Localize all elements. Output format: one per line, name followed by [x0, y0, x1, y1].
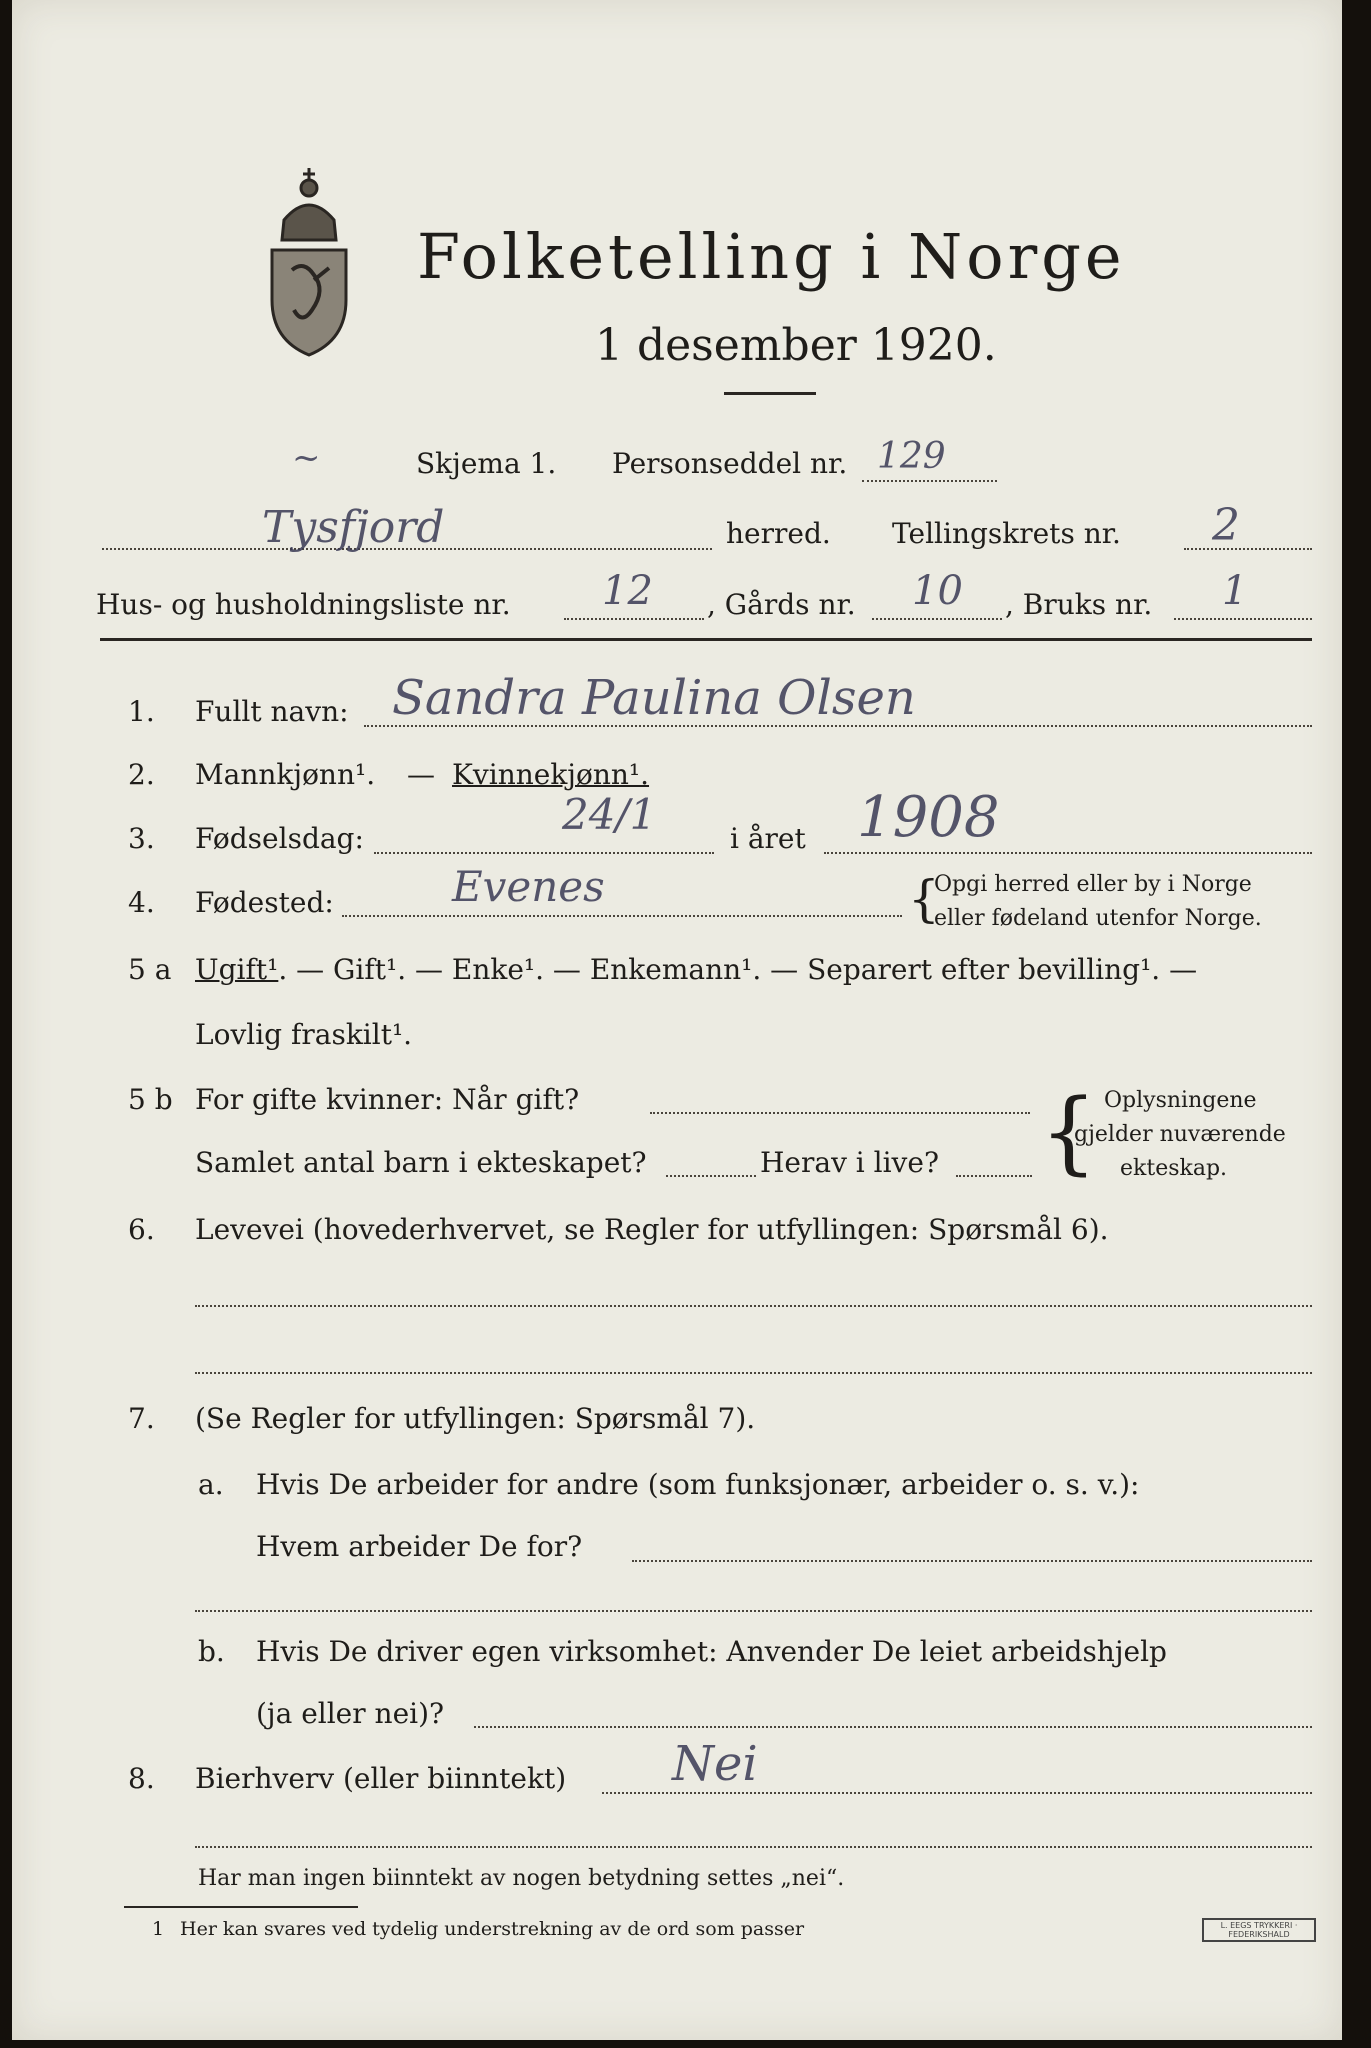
side-income-label: Bierhverv (eller biinntekt) — [195, 1762, 567, 1795]
personseddel-label: Personseddel nr. — [612, 447, 848, 480]
q7a-number: a. — [198, 1468, 224, 1501]
form-title: Folketelling i Norge — [417, 220, 1126, 293]
employer-label: Hvem arbeider De for? — [256, 1530, 583, 1563]
q3-number: 3. — [128, 822, 155, 855]
year-label: i året — [730, 822, 806, 855]
q7b-number: b. — [198, 1635, 225, 1668]
footnote-text: Her kan svares ved tydelig understrekning av de ord som passer — [180, 1918, 805, 1940]
header-rule — [100, 638, 1312, 641]
marriage-note-3: ekteskap. — [1120, 1156, 1228, 1181]
birthplace-value[interactable]: Evenes — [452, 862, 605, 911]
q7-number: 7. — [128, 1402, 155, 1435]
ugift-option-selected[interactable]: Ugift¹ — [195, 953, 279, 986]
occupation-line-2[interactable] — [195, 1372, 1312, 1374]
marriage-note-2: gjelder nuværende — [1074, 1122, 1286, 1147]
employer-line-1[interactable] — [632, 1560, 1312, 1562]
side-income-line-2[interactable] — [195, 1846, 1312, 1848]
q7-label: (Se Regler for utfyllingen: Spørsmål 7). — [195, 1402, 756, 1435]
skjema-label: Skjema 1. — [416, 447, 557, 480]
marital-status-options — [195, 953, 1197, 986]
lovlig-fraskilt-option[interactable]: Lovlig fraskilt¹. — [195, 1018, 413, 1051]
occupation-line-1[interactable] — [195, 1305, 1312, 1307]
male-option[interactable]: Mannkjønn¹. — [195, 758, 376, 791]
birthdate-value[interactable]: 24/1 — [562, 790, 657, 839]
herred-label: herred. — [726, 517, 831, 550]
gards-value[interactable]: 10 — [912, 568, 963, 614]
q6-number: 6. — [128, 1213, 155, 1246]
hired-help-label: (ja eller nei)? — [256, 1697, 445, 1730]
footnote-mark: 1 — [152, 1918, 165, 1940]
side-income-value[interactable]: Nei — [672, 1736, 758, 1792]
q5b-number: 5 b — [128, 1083, 173, 1116]
q1-number: 1. — [128, 695, 155, 728]
married-when-label: For gifte kvinner: Når gift? — [195, 1083, 580, 1116]
female-option-selected[interactable]: Kvinnekjønn¹. — [452, 758, 650, 791]
occupation-label: Levevei (hovederhvervet, se Regler for utfyllingen: Spørsmål 6). — [195, 1213, 1109, 1246]
gards-label: , Gårds nr. — [707, 588, 856, 621]
tellingskrets-value[interactable]: 2 — [1212, 500, 1240, 551]
q4-label: Fødested: — [195, 886, 334, 919]
marital-other-options[interactable]: . — Gift¹. — Enke¹. — Enkemann¹. — Separert efter bevilling¹. — — [278, 953, 1198, 986]
q3-label: Fødselsdag: — [195, 822, 364, 855]
stamp-handwriting: ~ — [292, 438, 321, 478]
marriage-note-1: Oplysningene — [1104, 1088, 1257, 1113]
birth-year-value[interactable]: 1908 — [857, 785, 1000, 850]
census-date: 1 desember 1920. — [595, 320, 997, 371]
children-count-label: Samlet antal barn i ekteskapet? — [195, 1146, 647, 1179]
children-alive-label: Herav i live? — [760, 1146, 939, 1179]
husliste-value[interactable]: 12 — [602, 568, 653, 614]
q4-number: 4. — [128, 886, 155, 919]
husliste-label: Hus- og husholdningsliste nr. — [96, 588, 511, 621]
birthplace-note-2: eller fødeland utenfor Norge. — [934, 906, 1262, 931]
bruks-value[interactable]: 1 — [1222, 568, 1248, 614]
q7a-label: Hvis De arbeider for andre (som funksjonær, arbeider o. s. v.): — [256, 1468, 1140, 1501]
personseddel-value[interactable]: 129 — [877, 436, 946, 477]
full-name-value[interactable]: Sandra Paulina Olsen — [392, 670, 916, 726]
q8-number: 8. — [128, 1762, 155, 1795]
q2-separator: — — [407, 758, 435, 791]
q1-label: Fullt navn: — [195, 695, 349, 728]
census-form-sheet: Folketelling i Norge 1 desember 1920. ~ Skjema 1. Personseddel nr. 129 Tysfjord herred. Tellingskrets nr. 2 Hus- og husholdningsliste nr. 12 , Gårds nr. 10 , Bruks nr. 1 1. Fullt navn: Sandra Paulina Olsen 2. Mannkjønn¹. — Kvinnekjønn¹. 3. Fødselsdag: 24/1 i året 1908 4. Fødested: Evenes { Opgi herred eller by i Norge eller fødeland utenfor Norge. 5 a Ugift¹. — Gift¹. — Enke¹. — Enkemann¹. — Separert efter bevilling¹. — Lovlig fraskilt¹. 5 b For gifte kvinner: Når gift? Samlet antal barn i ekteskapet? Herav i live? { Oplysningene gjelder nuværende ekteskap. 6. Levevei (hovederhvervet, se Regler for utfyllingen: Spørsmål 6). 7. (Se Regler for utfyllingen: Spørsmål 7). a. Hvis De arbeider for andre (som funksjonær, arbeider o. s. v.): Hvem arbeider De for? b. Hvis De driver egen virksomhet: Anvender De leiet arbeidshjelp (ja eller nei)? 8. Bierhverv (eller biinntekt) Nei Har man ingen biinntekt av nogen betydning settes „nei“. 1 Her kan svares ved tydelig understrekning av de ord som passer L. EEGS TRYKKERI · FEDERIKSHALD — [12, 0, 1342, 2040]
q7b-label: Hvis De driver egen virksomhet: Anvender De leiet arbeidshjelp — [256, 1635, 1167, 1668]
title-divider — [724, 392, 816, 395]
q5a-number: 5 a — [128, 953, 172, 986]
hired-help-line[interactable] — [474, 1726, 1312, 1728]
q2-number: 2. — [128, 758, 155, 791]
side-income-note: Har man ingen biinntekt av nogen betydning settes „nei“. — [198, 1866, 845, 1891]
herred-value[interactable]: Tysfjord — [262, 502, 445, 553]
norwegian-coat-of-arms-icon — [254, 160, 364, 360]
printer-stamp: L. EEGS TRYKKERI · FEDERIKSHALD — [1202, 1918, 1316, 1942]
bruks-label: , Bruks nr. — [1005, 588, 1153, 621]
birthplace-note-1: Opgi herred eller by i Norge — [934, 872, 1252, 897]
employer-line-2[interactable] — [195, 1610, 1312, 1612]
tellingskrets-label: Tellingskrets nr. — [892, 517, 1121, 550]
